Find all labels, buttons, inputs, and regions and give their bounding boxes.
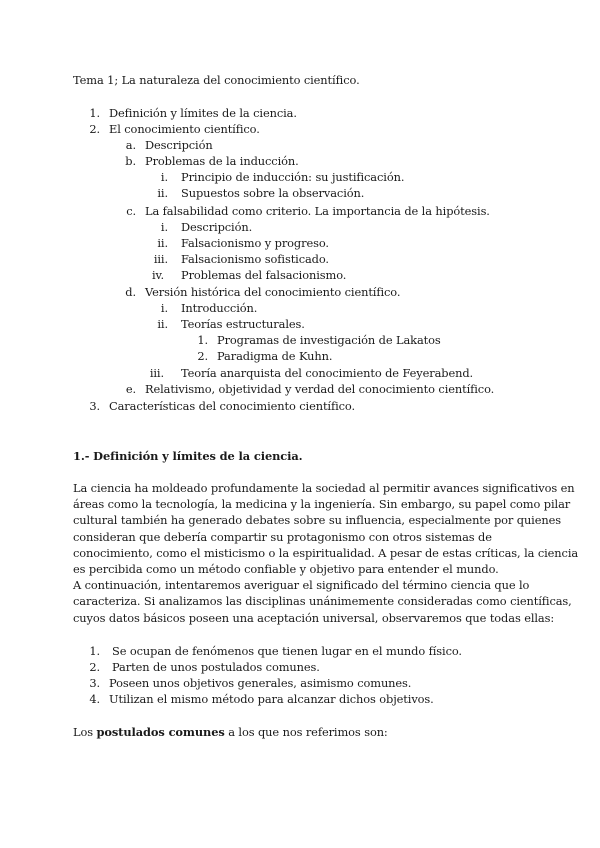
section-heading: 1.- Definición y límites de la ciencia. <box>73 449 303 463</box>
document-title: Tema 1; La naturaleza del conocimiento científico. <box>73 73 360 87</box>
body-paragraph: La ciencia ha moldeado profundamente la sociedad al permitir avances significativos en áreas como la tecnología, la medicina y la ingeniería. Sin embargo, su papel como pilar cultural también ha generado debates sobre su influencia, especialmente por quienes consideran que debería compartir su protagonismo con otros sistemas de conocimiento, como el misticismo o la espiritualidad. A pesar de estas críticas, la ciencia es percibida como un método confiable y objetivo para entender el mundo. A continuación, intentaremos averiguar el significado del término ciencia que lo caracteriza. Si analizamos las disciplinas unánimemente consideradas como científicas, cuyos datos básicos poseen una aceptación universal, observaremos que todas ellas: <box>73 481 579 625</box>
postulados-emphasis: postulados comunes <box>96 725 225 739</box>
closing-sentence: Los postulados comunes a los que nos referimos son: <box>73 725 388 739</box>
document-page: Tema 1; La naturaleza del conocimiento científico. 1. Definición y límites de la ciencia. 2. El conocimiento científico. a. Descripción b. Problemas de la inducción. i. Principio de inducción: su justificación. ii. Supuestos sobre la observación. c. La falsabilidad como criterio. La importancia de la hipótesis. i. Descripción. ii. Falsacionismo y progreso. iii. Falsacionismo sofisticado. iv. Problemas del falsacionismo. d. Versión histórica del conocimiento científico. i. Introducción. ii. Teorías estructurales. 1. Programas de investigación de Lakatos 2. Paradigma de Kuhn. iii. Teoría anarquista del conocimiento de Feyerabend. e. Relativismo, objetividad y verdad del conocimiento científico. 3. Características del conocimiento científico. 1.- Definición y límites de la ciencia. La ciencia ha moldeado profundamente la sociedad al permitir avances significativos en áreas como la tecnología, la medicina y la ingeniería. Sin embargo, su papel como pilar cultural también ha generado debates sobre su influencia, especialmente por quienes consideran que debería compartir su protagonismo con otros sistemas de conocimiento, como el misticismo o la espiritualidad. A pesar de estas críticas, la ciencia es percibida como un método confiable y objetivo para entender el mundo. A continuación, intentaremos averiguar el significado del término ciencia que lo caracteriza. Si analizamos las disciplinas unánimemente consideradas como científicas, cuyos datos básicos poseen una aceptación universal, observaremos que todas ellas: 1. Se ocupan de fenómenos que tienen lugar en el mundo físico. 2. Parten de unos postulados comunes. 3. Poseen unos objetivos generales, asimismo comunes. 4. Utilizan el mismo método para alcanzar dichos objetivos. Los postulados comunes a los que nos referimos son: <box>73 73 579 739</box>
